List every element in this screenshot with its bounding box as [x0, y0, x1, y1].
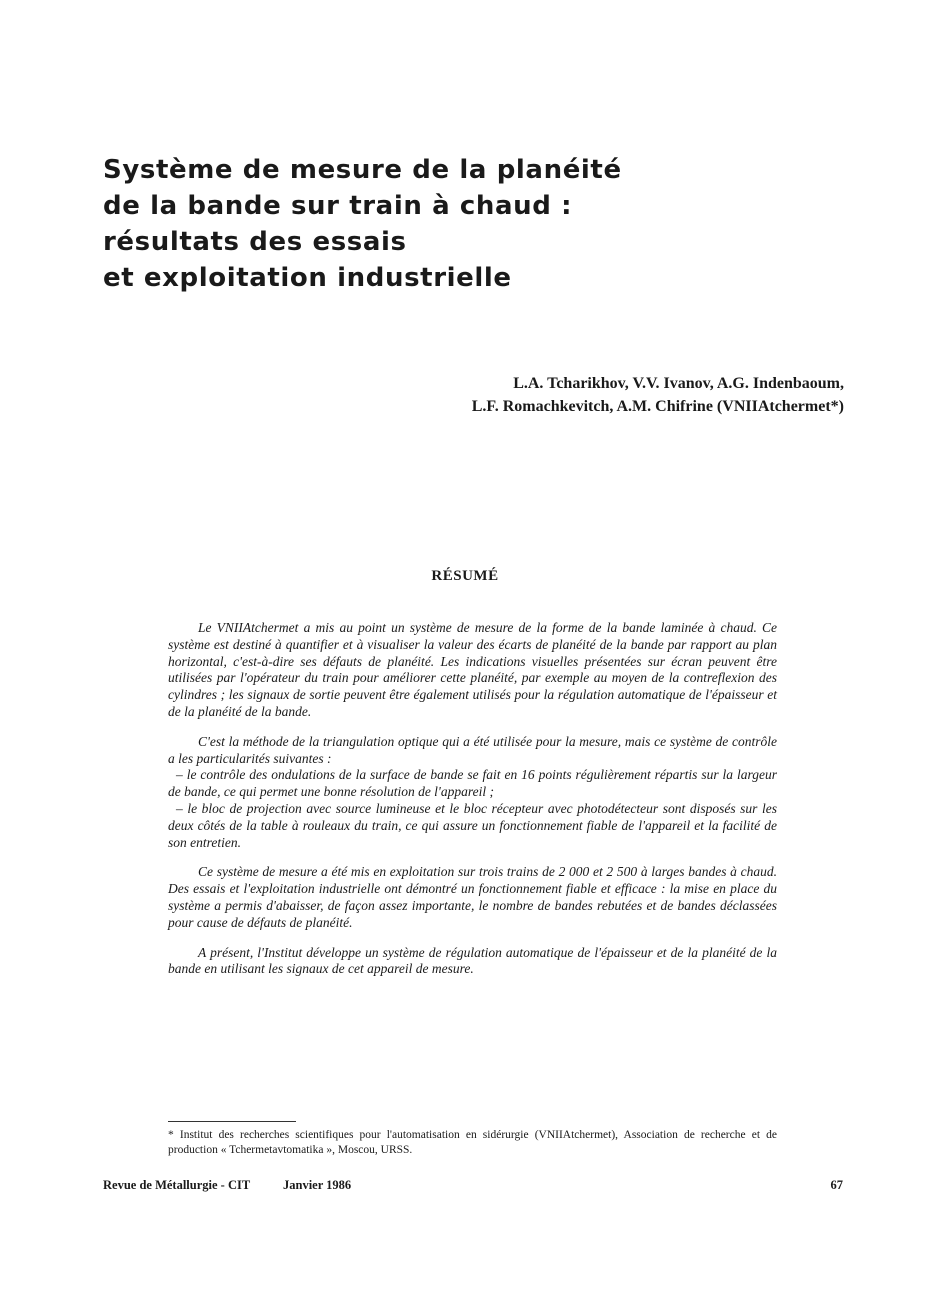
abstract-heading: RÉSUMÉ: [431, 568, 499, 584]
title-line-4: et exploitation industrielle: [103, 263, 512, 293]
article-title: [103, 152, 723, 296]
title-line-1: Système de mesure de la planéité: [103, 155, 622, 185]
abstract-list-item-1: – le contrôle des ondulations de la surface de bande se fait en 16 points régulièrement répartis sur la largeur de bande, ce qui permet une bonne résolution de l'appareil ;: [168, 767, 777, 800]
title-line-2: de la bande sur train à chaud :: [103, 191, 573, 221]
abstract-list-item-2: – le bloc de projection avec source lumineuse et le bloc récepteur avec photodétecteur sont disposés sur les deux côtés de la table à rouleaux du train, ce qui assure un fonctionnement fiable de l'appareil et la facilité de son entretien.: [168, 800, 777, 850]
issue-date: Janvier 1986: [283, 1178, 352, 1192]
abstract-paragraph-4: A présent, l'Institut développe un système de régulation automatique de l'épaisseur et de la planéité de la bande en utilisant les signaux de cet appareil de mesure.: [168, 944, 777, 977]
abstract-body: [168, 620, 777, 978]
abstract-paragraph-2: C'est la méthode de la triangulation optique qui a été utilisée pour la mesure, mais ce système de contrôle a les particularités suivantes :: [168, 733, 777, 766]
author-list: [472, 372, 844, 418]
abstract-paragraph-3: Ce système de mesure a été mis en exploitation sur trois trains de 2 000 et 2 500 à larges bandes à chaud. Des essais et l'exploitation industrielle ont démontré un fonctionnement fiable et efficace : la mise en place du système a permis d'abaisser, de façon assez importante, le nombre de bandes rebutées et de bandes déclassées pour cause de défauts de planéité.: [168, 864, 777, 930]
journal-name: Revue de Métallurgie - CIT: [103, 1178, 251, 1192]
abstract-paragraph-1: Le VNIIAtchermet a mis au point un système de mesure de la forme de la bande laminée à chaud. Ce système est destiné à quantifier et à visualiser la valeur des écarts de planéité de la bande par rapport au plan horizontal, c'est-à-dire ses défauts de planéité. Les indications visuelles présentées sur écran peuvent être utilisées par l'opérateur du train pour améliorer cette planéité, par exemple au moyen de la contreflexion des cylindres ; les signaux de sortie peuvent être également utilisés pour la régulation automatique de l'épaisseur et de la planéité de la bande.: [168, 620, 777, 719]
authors-line-2: L.F. Romachkevitch, A.M. Chifrine (VNIIAtchermet*): [471, 398, 844, 415]
footnote-divider: [168, 1121, 296, 1122]
title-line-3: résultats des essais: [103, 227, 407, 257]
authors-line-1: L.A. Tcharikhov, V.V. Ivanov, A.G. Indenbaoum,: [513, 375, 844, 392]
footnote: * Institut des recherches scientifiques pour l'automatisation en sidérurgie (VNIIAtchermet), Association de recherche et de production « Tchermetavtomatika », Moscou, URSS.: [168, 1129, 777, 1156]
page-number: 67: [830, 1178, 843, 1192]
